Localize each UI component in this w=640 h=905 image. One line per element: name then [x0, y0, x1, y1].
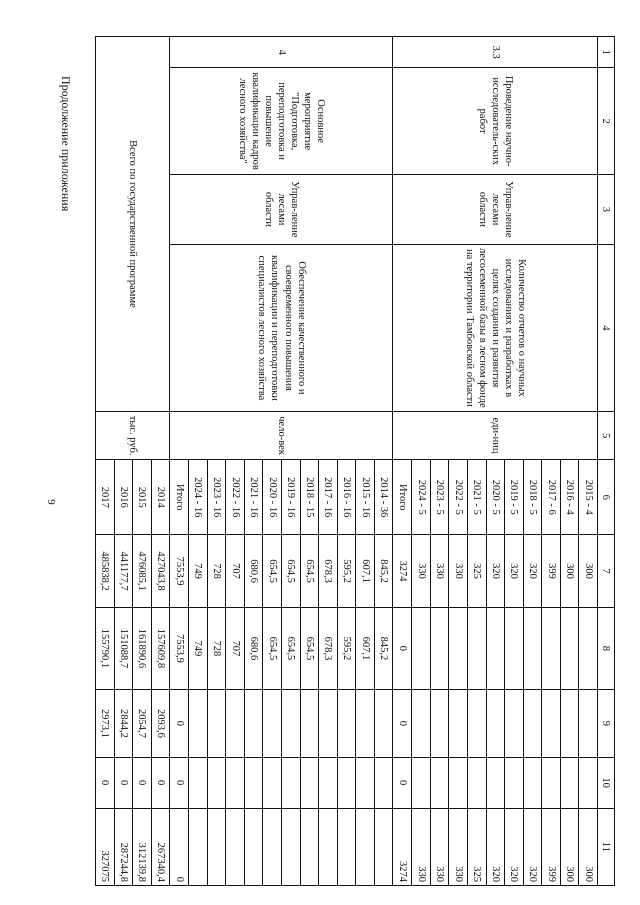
federal-cell: 728	[207, 607, 226, 689]
total-sum-cell: 330	[430, 535, 449, 608]
total-sum-cell: 728	[207, 535, 226, 608]
regional-cell: 0	[170, 690, 189, 758]
continuation-title: Продолжение приложения	[59, 76, 73, 212]
regional-cell: 2093,6	[151, 690, 170, 758]
local-cell	[412, 757, 431, 808]
local-cell	[300, 757, 319, 808]
program-table	[95, 36, 615, 886]
other-sources-cell	[374, 808, 393, 885]
total-sum-cell: 441177,7	[114, 535, 133, 608]
total-sum-cell: 320	[523, 535, 542, 608]
year-value-cell: 2015 - 16	[356, 460, 375, 535]
year-value-cell: 2018 - 15	[300, 460, 319, 535]
header-cell: 9	[598, 690, 615, 758]
other-sources-cell	[337, 808, 356, 885]
other-sources-cell: 320	[523, 808, 542, 885]
local-cell: 0	[96, 757, 115, 808]
executor-cell: Управ-ление лесами области	[393, 174, 598, 244]
local-cell	[523, 757, 542, 808]
year-value-cell: 2015 - 4	[579, 460, 598, 535]
regional-cell	[282, 690, 301, 758]
other-sources-cell	[244, 808, 263, 885]
regional-cell	[523, 690, 542, 758]
header-cell: 8	[598, 607, 615, 689]
total-sum-cell: 300	[560, 535, 579, 608]
local-cell	[374, 757, 393, 808]
total-sum-cell: 678,3	[319, 535, 338, 608]
local-cell	[430, 757, 449, 808]
other-sources-cell: 300	[560, 808, 579, 885]
rotated-table-wrapper	[95, 36, 615, 886]
total-sum-cell: 399	[542, 535, 561, 608]
block-total	[96, 37, 170, 886]
header-cell: 11	[598, 808, 615, 885]
local-cell	[356, 757, 375, 808]
year-value-cell: 2015	[133, 460, 152, 535]
local-cell	[207, 757, 226, 808]
federal-cell	[579, 607, 598, 689]
year-value-cell: 2020 - 16	[263, 460, 282, 535]
other-sources-cell	[263, 808, 282, 885]
table-row	[374, 37, 393, 886]
block-4	[170, 37, 393, 886]
year-value-cell: 2021 - 5	[467, 460, 486, 535]
federal-cell: 845,2	[374, 607, 393, 689]
executor-cell: Управ-ление лесами области	[170, 174, 393, 244]
year-value-cell: 2021 - 16	[244, 460, 263, 535]
total-label: Всего по государственной программе	[96, 37, 170, 412]
other-sources-cell	[300, 808, 319, 885]
header-cell: 2	[598, 68, 615, 174]
year-value-cell: 2022 - 5	[449, 460, 468, 535]
local-cell	[467, 757, 486, 808]
total-sum-cell: 330	[412, 535, 431, 608]
other-sources-cell	[207, 808, 226, 885]
year-value-cell: 2016 - 4	[560, 460, 579, 535]
total-sum-cell: 654,5	[282, 535, 301, 608]
local-cell	[319, 757, 338, 808]
local-cell	[505, 757, 524, 808]
regional-cell	[263, 690, 282, 758]
federal-cell: 654,5	[263, 607, 282, 689]
federal-cell: 654,5	[282, 607, 301, 689]
other-sources-cell	[356, 808, 375, 885]
local-cell	[542, 757, 561, 808]
header-cell: 10	[598, 757, 615, 808]
total-sum-cell: 476085,1	[133, 535, 152, 608]
total-sum-cell: 749	[189, 535, 208, 608]
other-sources-cell: 330	[449, 808, 468, 885]
other-sources-cell	[226, 808, 245, 885]
table-row	[579, 37, 598, 886]
total-sum-cell: 427043,8	[151, 535, 170, 608]
regional-cell	[505, 690, 524, 758]
local-cell	[579, 757, 598, 808]
other-sources-cell: 287244,8	[114, 808, 133, 885]
regional-cell	[486, 690, 505, 758]
row-number: 3.3	[393, 37, 598, 68]
total-sum-cell: 320	[486, 535, 505, 608]
federal-cell: 151088,7	[114, 607, 133, 689]
other-sources-cell: 267340,4	[151, 808, 170, 885]
federal-cell	[542, 607, 561, 689]
total-sum-cell: 654,5	[300, 535, 319, 608]
regional-cell: 2844,2	[114, 690, 133, 758]
header-cell: 1	[598, 37, 615, 68]
regional-cell	[356, 690, 375, 758]
header-cell: 7	[598, 535, 615, 608]
regional-cell	[560, 690, 579, 758]
total-sum-cell: 300	[579, 535, 598, 608]
local-cell	[189, 757, 208, 808]
federal-cell: 155790,1	[96, 607, 115, 689]
unit-cell: еди-ниц	[393, 411, 598, 459]
local-cell	[337, 757, 356, 808]
header-cell: 6	[598, 460, 615, 535]
federal-cell	[430, 607, 449, 689]
year-value-cell: 2024 - 5	[412, 460, 431, 535]
total-sum-cell: 325	[467, 535, 486, 608]
other-sources-cell	[189, 808, 208, 885]
total-sum-cell: 654,5	[263, 535, 282, 608]
other-sources-cell	[282, 808, 301, 885]
year-value-cell: 2016	[114, 460, 133, 535]
regional-cell	[207, 690, 226, 758]
other-sources-cell: 0	[170, 808, 189, 885]
local-cell: 0	[170, 757, 189, 808]
regional-cell	[244, 690, 263, 758]
other-sources-cell: 3274	[393, 808, 412, 885]
block-3-3	[393, 37, 598, 886]
year-value-cell: 2014	[151, 460, 170, 535]
header-cell: 3	[598, 174, 615, 244]
other-sources-cell: 327075	[96, 808, 115, 885]
local-cell: 0	[133, 757, 152, 808]
unit-cell: тыс. руб.	[96, 411, 170, 459]
year-value-cell: 2019 - 5	[505, 460, 524, 535]
year-value-cell: 2022 - 16	[226, 460, 245, 535]
activity-name: Основное мероприятие "Подготовка, переподготовка и повышение квалификации кадров лесного хозяйства"	[170, 68, 393, 174]
regional-cell: 0	[393, 690, 412, 758]
other-sources-cell: 320	[486, 808, 505, 885]
year-value-cell: 2016 - 16	[337, 460, 356, 535]
year-value-cell: Итого	[170, 460, 189, 535]
year-value-cell: 2024 - 16	[189, 460, 208, 535]
table-header	[598, 37, 615, 886]
other-sources-cell	[319, 808, 338, 885]
header-cell: 4	[598, 245, 615, 412]
other-sources-cell: 325	[467, 808, 486, 885]
local-cell	[486, 757, 505, 808]
local-cell	[263, 757, 282, 808]
federal-cell	[449, 607, 468, 689]
regional-cell	[300, 690, 319, 758]
year-value-cell: 2014 - 36	[374, 460, 393, 535]
federal-cell	[523, 607, 542, 689]
regional-cell	[579, 690, 598, 758]
federal-cell: 607,1	[356, 607, 375, 689]
year-value-cell: 2019 - 16	[282, 460, 301, 535]
total-sum-cell: 680,6	[244, 535, 263, 608]
local-cell: 0	[151, 757, 170, 808]
total-sum-cell: 845,2	[374, 535, 393, 608]
unit-cell: чело-век	[170, 411, 393, 459]
regional-cell	[337, 690, 356, 758]
year-value-cell: 2017 - 6	[542, 460, 561, 535]
regional-cell	[542, 690, 561, 758]
federal-cell	[467, 607, 486, 689]
regional-cell	[430, 690, 449, 758]
other-sources-cell: 330	[412, 808, 431, 885]
header-cell: 5	[598, 411, 615, 459]
indicator-cell: Количество отчетов о научных исследованиях и разработках в целях создания и развития лесосеменной базы в лесном фонде на территории Тамбовской области	[393, 245, 598, 412]
total-sum-cell: 595,2	[337, 535, 356, 608]
year-value-cell: 2017	[96, 460, 115, 535]
indicator-cell: Обеспечение качественного и своевременного повышения квалификации и переподготовки специалистов лесного хозяйства	[170, 245, 393, 412]
total-sum-cell: 7553,9	[170, 535, 189, 608]
federal-cell: 161890,6	[133, 607, 152, 689]
year-value-cell: 2023 - 16	[207, 460, 226, 535]
other-sources-cell: 320	[505, 808, 524, 885]
regional-cell	[189, 690, 208, 758]
federal-cell	[505, 607, 524, 689]
other-sources-cell: 312139,8	[133, 808, 152, 885]
federal-cell: 0	[393, 607, 412, 689]
local-cell	[449, 757, 468, 808]
other-sources-cell: 300	[579, 808, 598, 885]
federal-cell: 7553,9	[170, 607, 189, 689]
federal-cell: 157609,8	[151, 607, 170, 689]
regional-cell	[449, 690, 468, 758]
total-sum-cell: 3274	[393, 535, 412, 608]
federal-cell: 749	[189, 607, 208, 689]
other-sources-cell: 399	[542, 808, 561, 885]
year-value-cell: 2018 - 5	[523, 460, 542, 535]
local-cell	[282, 757, 301, 808]
regional-cell	[467, 690, 486, 758]
total-sum-cell: 330	[449, 535, 468, 608]
year-value-cell: 2017 - 16	[319, 460, 338, 535]
page-number: 9	[44, 499, 57, 505]
table-row	[151, 37, 170, 886]
year-value-cell: 2020 - 5	[486, 460, 505, 535]
local-cell: 0	[114, 757, 133, 808]
other-sources-cell: 330	[430, 808, 449, 885]
year-value-cell: Итого	[393, 460, 412, 535]
federal-cell	[486, 607, 505, 689]
total-sum-cell: 707	[226, 535, 245, 608]
activity-name: Проведение научно-исследователь-ских работ	[393, 68, 598, 174]
federal-cell: 707	[226, 607, 245, 689]
regional-cell: 2054,7	[133, 690, 152, 758]
federal-cell: 654,5	[300, 607, 319, 689]
regional-cell: 2973,1	[96, 690, 115, 758]
year-value-cell: 2023 - 5	[430, 460, 449, 535]
regional-cell	[226, 690, 245, 758]
total-sum-cell: 320	[505, 535, 524, 608]
local-cell	[560, 757, 579, 808]
total-sum-cell: 485838,2	[96, 535, 115, 608]
federal-cell: 680,6	[244, 607, 263, 689]
local-cell	[226, 757, 245, 808]
regional-cell	[374, 690, 393, 758]
local-cell	[244, 757, 263, 808]
federal-cell: 595,2	[337, 607, 356, 689]
federal-cell	[560, 607, 579, 689]
row-number: 4	[170, 37, 393, 68]
total-sum-cell: 607,1	[356, 535, 375, 608]
regional-cell	[412, 690, 431, 758]
federal-cell	[412, 607, 431, 689]
regional-cell	[319, 690, 338, 758]
federal-cell: 678,3	[319, 607, 338, 689]
local-cell: 0	[393, 757, 412, 808]
